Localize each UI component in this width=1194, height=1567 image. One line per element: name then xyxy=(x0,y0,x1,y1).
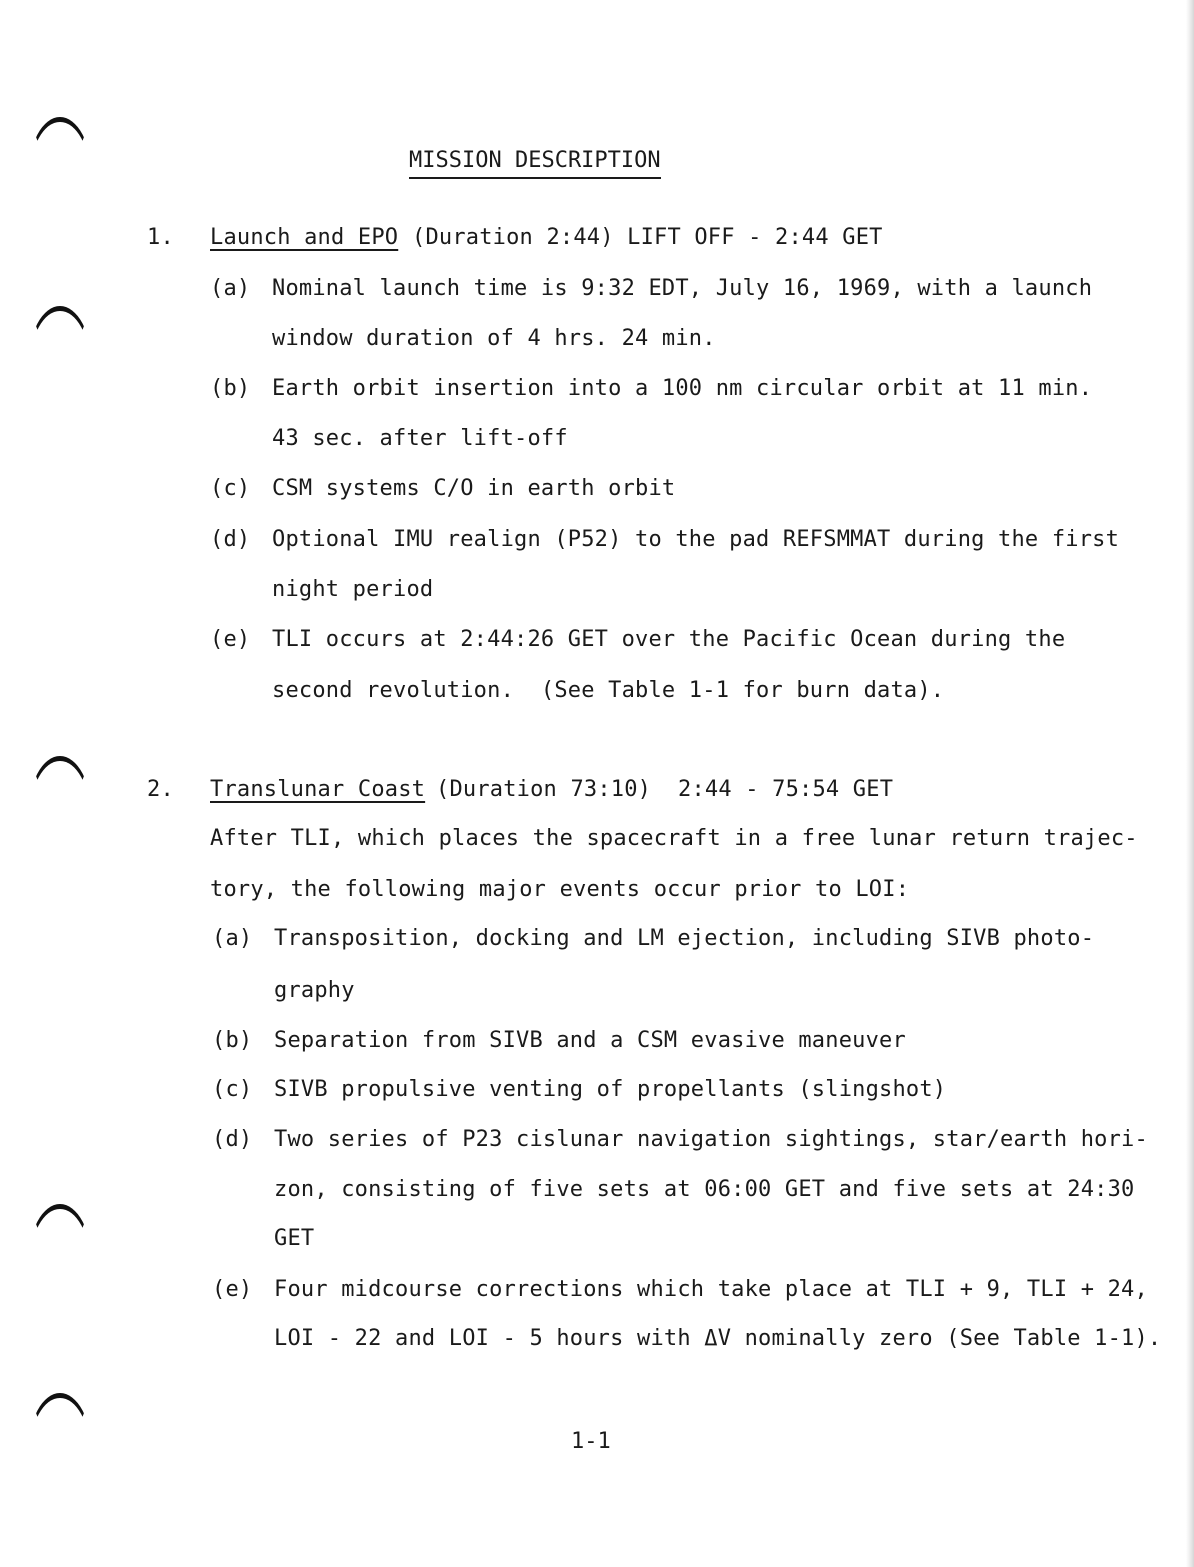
item-label: (b) xyxy=(212,1028,253,1053)
item-text-line: TLI occurs at 2:44:26 GET over the Pacific Ocean during the xyxy=(272,627,1066,652)
binder-hole-4 xyxy=(28,1204,92,1264)
item-text-line: 43 sec. after lift-off xyxy=(272,426,568,451)
item-label: (d) xyxy=(212,1127,253,1152)
item-text-line: Optional IMU realign (P52) to the pad REFSMMAT during the first xyxy=(272,527,1120,552)
binder-hole-2 xyxy=(28,306,92,366)
item-text-line: LOI - 22 and LOI - 5 hours with ΔV nominally zero (See Table 1-1). xyxy=(274,1326,1162,1351)
item-text-line: CSM systems C/O in earth orbit xyxy=(272,476,676,501)
page-number: 1-1 xyxy=(571,1429,611,1454)
item-text-line: graphy xyxy=(274,978,355,1003)
section-subheading: (Duration 73:10) 2:44 - 75:54 GET xyxy=(436,777,894,802)
item-text-line: Earth orbit insertion into a 100 nm circular orbit at 11 min. xyxy=(272,376,1093,401)
item-label: (c) xyxy=(210,476,251,501)
page-edge xyxy=(1186,0,1194,1567)
intro-line: After TLI, which places the spacecraft in a free lunar return trajec- xyxy=(210,826,1138,851)
section-heading: Translunar Coast xyxy=(210,777,426,802)
item-text-line: night period xyxy=(272,577,434,602)
section-number: 2. xyxy=(147,777,174,802)
binder-hole-3 xyxy=(28,756,92,816)
item-text-line: zon, consisting of five sets at 06:00 GET and five sets at 24:30 xyxy=(274,1177,1135,1202)
item-label: (c) xyxy=(212,1077,253,1102)
item-text-line: SIVB propulsive venting of propellants (slingshot) xyxy=(274,1077,947,1102)
binder-hole-1 xyxy=(28,117,92,177)
item-text-line: Separation from SIVB and a CSM evasive maneuver xyxy=(274,1028,906,1053)
item-label: (e) xyxy=(210,627,251,652)
intro-line: tory, the following major events occur prior to LOI: xyxy=(210,877,910,902)
section-heading: Launch and EPO xyxy=(210,225,399,250)
section-subheading: (Duration 2:44) LIFT OFF - 2:44 GET xyxy=(412,225,883,250)
item-text-line: Transposition, docking and LM ejection, including SIVB photo- xyxy=(274,926,1095,951)
item-label: (a) xyxy=(210,276,251,301)
item-text-line: GET xyxy=(274,1226,315,1251)
item-text-line: window duration of 4 hrs. 24 min. xyxy=(272,326,716,351)
section-number: 1. xyxy=(147,225,174,250)
item-label: (d) xyxy=(210,527,251,552)
item-text-line: Four midcourse corrections which take place at TLI + 9, TLI + 24, xyxy=(274,1277,1148,1302)
item-text-line: second revolution. (See Table 1-1 for burn data). xyxy=(272,678,945,703)
binder-hole-5 xyxy=(28,1393,92,1453)
item-label: (e) xyxy=(212,1277,253,1302)
item-label: (a) xyxy=(212,926,253,951)
item-text-line: Nominal launch time is 9:32 EDT, July 16, 1969, with a launch xyxy=(272,276,1093,301)
item-label: (b) xyxy=(210,376,251,401)
item-text-line: Two series of P23 cislunar navigation sightings, star/earth hori- xyxy=(274,1127,1148,1152)
page-title: MISSION DESCRIPTION xyxy=(409,147,661,179)
